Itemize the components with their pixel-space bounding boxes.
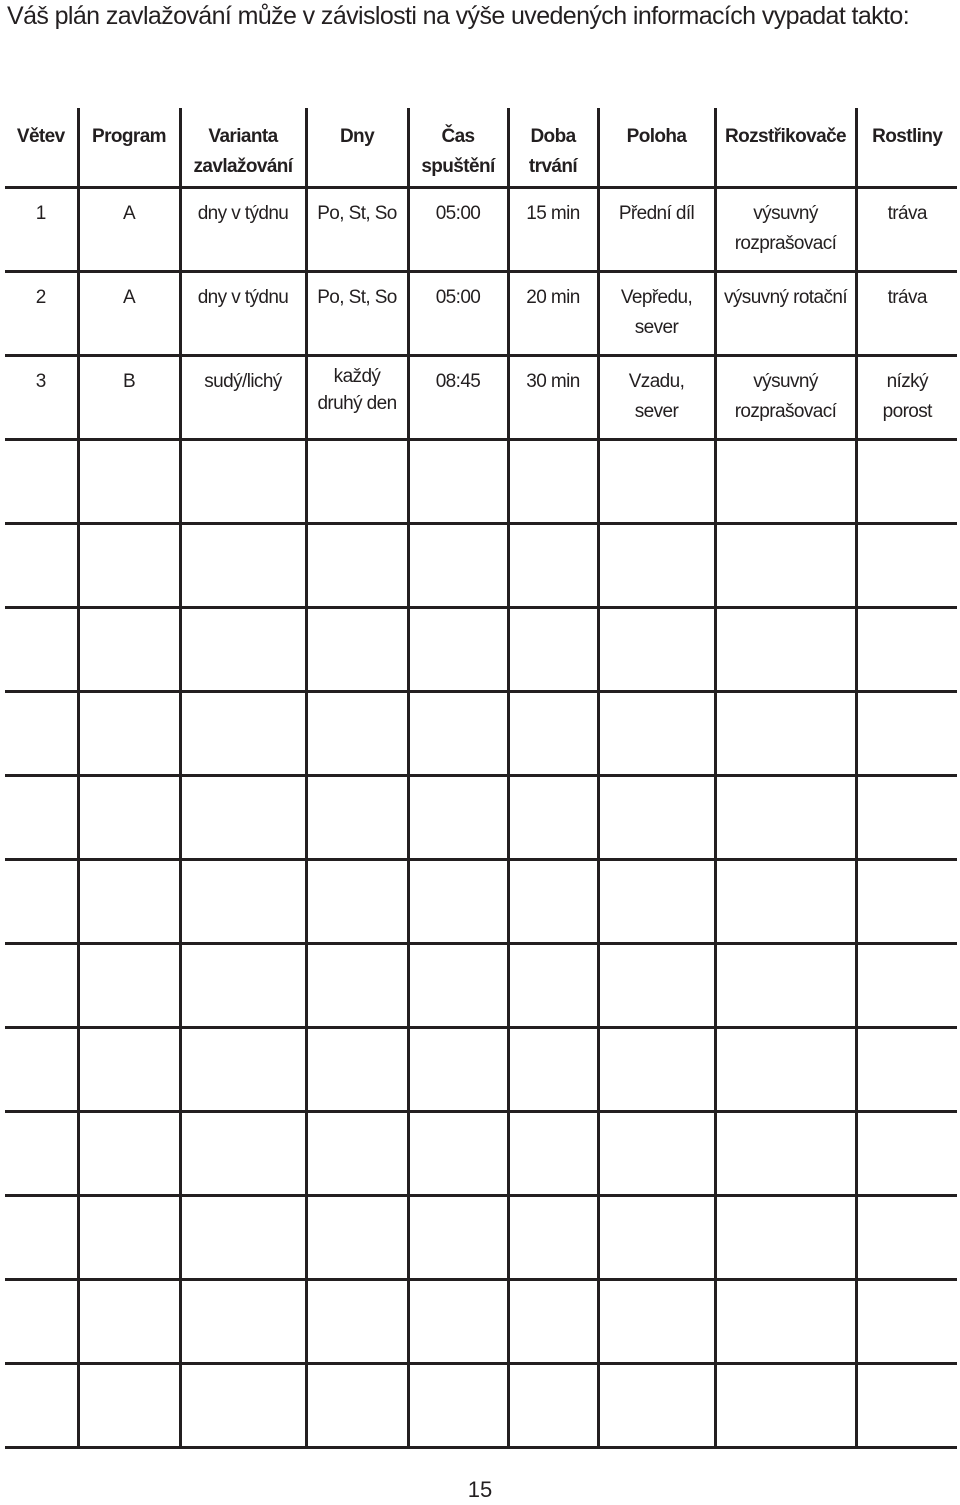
header-label: Doba	[530, 126, 576, 147]
table-row	[5, 187, 957, 271]
empty-table-cell	[5, 1363, 78, 1447]
empty-table-cell	[856, 1027, 957, 1111]
header-label: Poloha	[626, 126, 687, 147]
empty-table-cell	[856, 439, 957, 523]
empty-table-cell	[306, 1027, 408, 1111]
empty-table-cell	[78, 1195, 180, 1279]
empty-table-cell	[408, 943, 508, 1027]
table-cell	[856, 355, 957, 439]
table-cell	[5, 355, 78, 439]
header-doba	[508, 108, 598, 187]
empty-table-cell	[856, 523, 957, 607]
header-label: Větev	[16, 126, 65, 147]
empty-table-cell	[306, 1111, 408, 1195]
empty-table-cell	[508, 859, 598, 943]
table-cell	[78, 187, 180, 271]
empty-table-cell	[856, 1195, 957, 1279]
empty-table-cell	[856, 859, 957, 943]
cell-text: dny v týdnu	[197, 202, 289, 224]
irrigation-plan-table	[5, 108, 957, 1449]
empty-table-cell	[715, 1195, 856, 1279]
empty-table-row	[5, 775, 957, 859]
empty-table-cell	[306, 1279, 408, 1363]
cell-text: Přední díl	[618, 202, 695, 224]
empty-table-cell	[715, 859, 856, 943]
empty-table-cell	[408, 691, 508, 775]
cell-text: 3	[35, 370, 46, 392]
empty-table-cell	[306, 775, 408, 859]
empty-table-cell	[78, 1111, 180, 1195]
empty-table-cell	[408, 523, 508, 607]
cell-text: nízký	[886, 370, 928, 392]
header-vetev	[5, 108, 78, 187]
page-number: 15	[467, 1477, 493, 1502]
table-cell	[598, 271, 715, 355]
empty-table-cell	[306, 607, 408, 691]
empty-table-cell	[78, 859, 180, 943]
empty-table-cell	[856, 1363, 957, 1447]
cell-text: druhý den	[317, 392, 397, 414]
empty-table-cell	[78, 523, 180, 607]
empty-table-cell	[180, 775, 306, 859]
empty-table-cell	[180, 1279, 306, 1363]
cell-text: A	[122, 286, 136, 308]
empty-table-cell	[5, 607, 78, 691]
table-cell	[508, 187, 598, 271]
empty-table-cell	[598, 859, 715, 943]
empty-table-cell	[598, 439, 715, 523]
header-label: Varianta	[208, 126, 278, 147]
empty-table-cell	[715, 1111, 856, 1195]
header-label: Čas	[441, 126, 475, 147]
header-label: spuštění	[421, 156, 495, 177]
cell-text: sever	[634, 400, 679, 422]
table-cell	[856, 187, 957, 271]
table-cell	[856, 271, 957, 355]
table-cell	[598, 355, 715, 439]
table-cell	[306, 187, 408, 271]
empty-table-row	[5, 1363, 957, 1447]
header-row	[5, 108, 957, 187]
table-cell	[78, 355, 180, 439]
empty-table-row	[5, 943, 957, 1027]
empty-table-cell	[5, 943, 78, 1027]
cell-text: Vzadu,	[628, 370, 685, 392]
table-cell	[180, 355, 306, 439]
empty-table-cell	[598, 1279, 715, 1363]
table-cell	[408, 187, 508, 271]
header-varianta	[180, 108, 306, 187]
cell-text: tráva	[887, 202, 927, 224]
empty-table-cell	[306, 1363, 408, 1447]
empty-table-cell	[508, 691, 598, 775]
table-cell	[408, 271, 508, 355]
empty-table-cell	[408, 1279, 508, 1363]
table-cell	[715, 187, 856, 271]
empty-table-row	[5, 691, 957, 775]
cell-text: 08:45	[435, 370, 481, 392]
empty-table-cell	[715, 1279, 856, 1363]
empty-table-cell	[5, 1279, 78, 1363]
table-cell	[306, 355, 408, 439]
cell-text: sever	[634, 316, 679, 338]
empty-table-cell	[508, 1027, 598, 1111]
empty-table-cell	[508, 1363, 598, 1447]
empty-table-row	[5, 439, 957, 523]
empty-table-cell	[180, 1111, 306, 1195]
empty-table-cell	[5, 1111, 78, 1195]
empty-table-cell	[598, 943, 715, 1027]
cell-text: Vepředu,	[620, 286, 693, 308]
empty-table-cell	[180, 1027, 306, 1111]
empty-table-cell	[306, 859, 408, 943]
header-program	[78, 108, 180, 187]
table-cell	[598, 187, 715, 271]
empty-table-cell	[78, 1279, 180, 1363]
table-cell	[5, 271, 78, 355]
empty-table-cell	[5, 775, 78, 859]
header-poloha	[598, 108, 715, 187]
empty-table-cell	[856, 775, 957, 859]
empty-table-cell	[598, 1195, 715, 1279]
empty-table-row	[5, 1279, 957, 1363]
cell-text: Po, St, So	[317, 202, 397, 224]
empty-table-cell	[715, 691, 856, 775]
empty-table-cell	[78, 1363, 180, 1447]
empty-table-cell	[180, 439, 306, 523]
empty-table-cell	[408, 607, 508, 691]
cell-text: 15 min	[526, 202, 580, 224]
empty-table-cell	[5, 859, 78, 943]
cell-text: 05:00	[435, 202, 481, 224]
table-cell	[180, 271, 306, 355]
empty-table-cell	[598, 775, 715, 859]
empty-rows	[5, 439, 957, 1447]
empty-table-cell	[5, 439, 78, 523]
empty-table-cell	[78, 1027, 180, 1111]
empty-table-cell	[508, 1195, 598, 1279]
empty-table-cell	[408, 439, 508, 523]
header-label: trvání	[528, 156, 578, 177]
table-cell	[715, 271, 856, 355]
empty-table-cell	[306, 523, 408, 607]
empty-table-cell	[408, 1195, 508, 1279]
header-rostliny	[856, 108, 957, 187]
empty-table-cell	[598, 1027, 715, 1111]
empty-table-cell	[598, 1111, 715, 1195]
empty-table-cell	[598, 607, 715, 691]
empty-table-cell	[306, 439, 408, 523]
empty-table-cell	[180, 607, 306, 691]
empty-table-cell	[598, 1363, 715, 1447]
intro-text: Váš plán zavlažování může v závislosti na výše uvedených informacích vypadat takto:	[7, 2, 910, 30]
empty-table-cell	[180, 523, 306, 607]
empty-table-cell	[508, 775, 598, 859]
empty-table-cell	[715, 439, 856, 523]
empty-table-cell	[856, 1279, 957, 1363]
header-label: Program	[92, 126, 166, 147]
empty-table-cell	[78, 607, 180, 691]
cell-text: dny v týdnu	[197, 286, 289, 308]
table-cell	[508, 271, 598, 355]
empty-table-cell	[856, 1111, 957, 1195]
cell-text: 05:00	[435, 286, 481, 308]
cell-text: rozprašovací	[734, 232, 837, 254]
empty-table-cell	[856, 943, 957, 1027]
empty-table-cell	[408, 775, 508, 859]
table-row	[5, 355, 957, 439]
empty-table-cell	[5, 523, 78, 607]
empty-table-row	[5, 523, 957, 607]
empty-table-row	[5, 859, 957, 943]
cell-text: 20 min	[526, 286, 580, 308]
empty-table-cell	[598, 691, 715, 775]
empty-table-cell	[508, 1279, 598, 1363]
empty-table-cell	[508, 607, 598, 691]
table-cell	[306, 271, 408, 355]
empty-table-row	[5, 1195, 957, 1279]
table-cell	[408, 355, 508, 439]
empty-table-cell	[5, 691, 78, 775]
empty-table-cell	[180, 859, 306, 943]
cell-text: 1	[35, 202, 46, 224]
empty-table-cell	[306, 943, 408, 1027]
cell-text: Po, St, So	[317, 286, 397, 308]
empty-table-cell	[5, 1195, 78, 1279]
empty-table-cell	[408, 1363, 508, 1447]
empty-table-cell	[856, 607, 957, 691]
header-dny	[306, 108, 408, 187]
table-cell	[180, 187, 306, 271]
empty-table-cell	[508, 943, 598, 1027]
cell-text: 30 min	[526, 370, 580, 392]
cell-text: B	[122, 370, 136, 392]
header-label: Rozstřikovače	[724, 126, 847, 147]
empty-table-cell	[715, 775, 856, 859]
empty-table-cell	[180, 1195, 306, 1279]
empty-table-cell	[78, 691, 180, 775]
cell-text: každý	[333, 365, 381, 387]
empty-table-cell	[306, 691, 408, 775]
header-label: Dny	[339, 126, 375, 147]
empty-table-cell	[408, 1027, 508, 1111]
table-cell	[508, 355, 598, 439]
empty-table-cell	[180, 1363, 306, 1447]
empty-table-cell	[715, 1363, 856, 1447]
empty-table-cell	[78, 775, 180, 859]
table-cell	[715, 355, 856, 439]
empty-table-cell	[408, 859, 508, 943]
empty-table-cell	[180, 691, 306, 775]
empty-table-cell	[715, 1027, 856, 1111]
cell-text: porost	[882, 400, 932, 422]
header-rozstrikovace	[715, 108, 856, 187]
table-row	[5, 271, 957, 355]
cell-text: výsuvný	[753, 370, 818, 392]
empty-table-cell	[508, 439, 598, 523]
empty-table-row	[5, 1027, 957, 1111]
empty-table-cell	[715, 943, 856, 1027]
empty-table-cell	[508, 523, 598, 607]
empty-table-cell	[180, 943, 306, 1027]
table-cell	[78, 271, 180, 355]
empty-table-row	[5, 1111, 957, 1195]
header-cas	[408, 108, 508, 187]
cell-text: tráva	[887, 286, 927, 308]
empty-table-cell	[715, 607, 856, 691]
empty-table-cell	[78, 943, 180, 1027]
cell-text: sudý/lichý	[204, 370, 282, 392]
cell-text: A	[122, 202, 136, 224]
cell-text: výsuvný rotační	[724, 286, 847, 308]
empty-table-cell	[306, 1195, 408, 1279]
cell-text: 2	[35, 286, 46, 308]
empty-table-cell	[715, 523, 856, 607]
empty-table-cell	[78, 439, 180, 523]
header-label: Rostliny	[872, 126, 943, 147]
empty-table-cell	[598, 523, 715, 607]
empty-table-cell	[508, 1111, 598, 1195]
empty-table-cell	[408, 1111, 508, 1195]
cell-text: rozprašovací	[734, 400, 837, 422]
cell-text: výsuvný	[753, 202, 818, 224]
header-label: zavlažování	[193, 156, 293, 177]
empty-table-row	[5, 607, 957, 691]
table-cell	[5, 187, 78, 271]
empty-table-cell	[856, 691, 957, 775]
empty-table-cell	[5, 1027, 78, 1111]
